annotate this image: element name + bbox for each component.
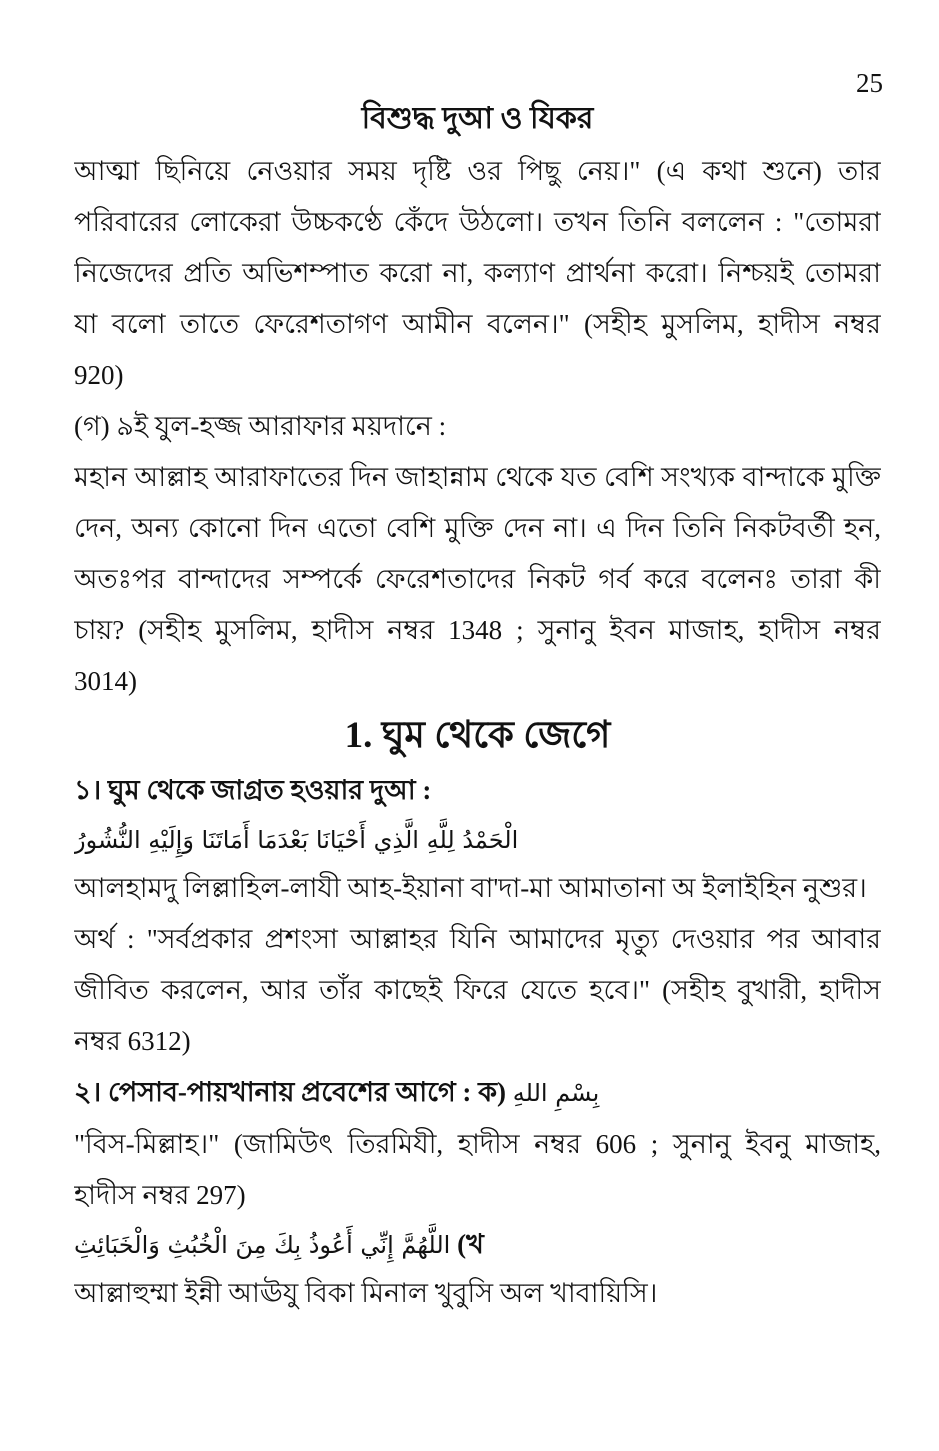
dua1-transliteration: আলহামদু লিল্লাহিল-লাযী আহ-ইয়ানা বা'দা-মা আমাতানা অ ইলাইহিন নুশুর। — [74, 873, 867, 903]
text-line: পরিবারের লোকেরা উচ্চকণ্ঠে কেঁদে উঠলো। তখন তিনি বললেন : "তোমরা — [74, 207, 881, 237]
dua1-meaning-line: অর্থ : "সর্বপ্রকার প্রশংসা আল্লাহর যিনি আমাদের মৃত্যু দেওয়ার পর আবার — [74, 924, 881, 954]
dua2-item-b-arabic-line — [74, 1221, 881, 1268]
page-number: 25 — [856, 68, 883, 98]
text-line: মহান আল্লাহ আরাফাতের দিন জাহান্নাম থেকে যত বেশি সংখ্যক বান্দাকে মুক্তি — [74, 462, 881, 492]
arabic-dua: اللَّهُمَّ إِنِّي أَعُوذُ بِكَ مِنَ الْخُبُثِ وَالْخَبَائِثِ — [74, 1231, 451, 1259]
text-line: 920) — [74, 360, 124, 390]
arabic-bismillah: بِسْمِ اللهِ — [512, 1079, 600, 1107]
dua2-item-a-reference: "বিস-মিল্লাহ।" (জামিউৎ তিরমিযী, হাদীস নম্বর 606 ; সুনানু ইবনু মাজাহ, — [74, 1129, 881, 1159]
text-line: চায়? (সহীহ মুসলিম, হাদীস নম্বর 1348 ; সুনানু ইবন মাজাহ, হাদীস নম্বর — [74, 615, 881, 645]
dua1-title: ১। ঘুম থেকে জাগ্রত হওয়ার দুআ : — [74, 775, 432, 805]
chapter-heading: 1. ঘুম থেকে জেগে — [344, 715, 611, 756]
dua2-item-a-reference: হাদীস নম্বর 297) — [74, 1180, 246, 1210]
dua1-arabic-text — [74, 816, 881, 863]
arabic-dua: الْحَمْدُ لِلَّهِ الَّذِي أَحْيَانَا بَعْدَمَا أَمَاتَنَا وَإِلَيْهِ النُّشُورُ — [74, 826, 519, 854]
dua2-title-line — [74, 1067, 881, 1119]
text-line: অতঃপর বান্দাদের সম্পর্কে ফেরেশতাদের নিকট গর্ব করে বলেনঃ তারা কী — [74, 564, 881, 594]
text-line: যা বলো তাতে ফেরেশতাগণ আমীন বলেন।" (সহীহ মুসলিম, হাদীস নম্বর — [74, 309, 881, 339]
text-line: 3014) — [74, 666, 137, 696]
text-line: আত্মা ছিনিয়ে নেওয়ার সময় দৃষ্টি ওর পিছু নেয়।" (এ কথা শুনে) তার — [74, 156, 881, 186]
dua2-item-a-label: ক) — [478, 1077, 507, 1107]
dua2-item-b-label: (খ — [457, 1229, 484, 1259]
subsection-heading: (গ) ৯ই যুল-হজ্জ আরাফার ময়দানে : — [74, 411, 447, 441]
dua2-title: ২। পেসাব-পায়খানায় প্রবেশের আগে : — [74, 1077, 472, 1107]
dua2-item-b-transliteration: আল্লাহুম্মা ইন্নী আঊযু বিকা মিনাল খুবুসি অল খাবায়িসি। — [74, 1278, 658, 1308]
page-title: বিশুদ্ধ দুআ ও যিকর — [361, 102, 594, 135]
dua1-meaning-line: নম্বর 6312) — [74, 1026, 191, 1056]
text-line: নিজেদের প্রতি অভিশম্পাত করো না, কল্যাণ প্রার্থনা করো। নিশ্চয়ই তোমরা — [74, 258, 881, 288]
text-line: দেন, অন্য কোনো দিন এতো বেশি মুক্তি দেন না। এ দিন তিনি নিকটবর্তী হন, — [74, 513, 881, 543]
dua1-meaning-line: জীবিত করলেন, আর তাঁর কাছেই ফিরে যেতে হবে।" (সহীহ বুখারী, হাদীস — [74, 975, 881, 1005]
